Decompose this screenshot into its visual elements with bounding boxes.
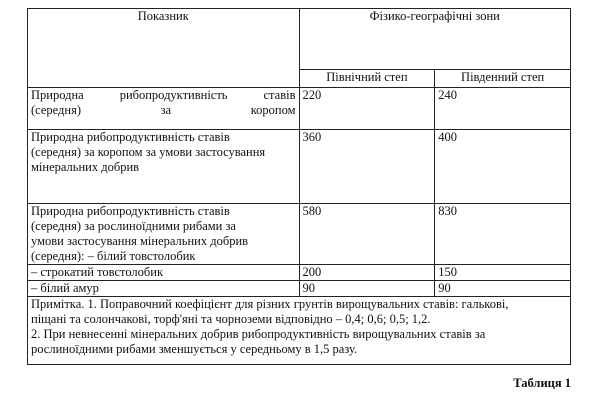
row-label-line: умови застосування мінеральних добрив xyxy=(31,234,249,248)
cell-south: 240 xyxy=(435,88,571,130)
note-line: рослиноїдними рибами зменшується у середньому в 1,5 разу. xyxy=(31,342,358,356)
row-label xyxy=(28,265,300,281)
table-row xyxy=(28,204,571,265)
row-label-line: Природна рибопродуктивність ставів xyxy=(31,130,230,144)
cell-north: 360 xyxy=(299,130,435,204)
table-row xyxy=(28,265,571,281)
cell-south: 150 xyxy=(435,265,571,281)
table-row xyxy=(28,130,571,204)
header-zones: Фізико-географічні зони xyxy=(299,9,571,70)
row-label-line: (середня): – білий товстолобик xyxy=(31,249,196,263)
row-label-line: Природна рибопродуктивність ставів xyxy=(31,88,296,102)
note-line: піщані та солончакові, торф'яні та чорноземи відповідно – 0,4; 0,6; 0,5; 1,2. xyxy=(31,312,431,326)
header-row xyxy=(28,9,571,70)
cell-north: 220 xyxy=(299,88,435,130)
row-label xyxy=(28,88,300,130)
row-label-line: мінеральних добрив xyxy=(31,160,140,174)
row-label-line: (середня) за коропом за умови застосування xyxy=(31,145,266,159)
note-line: Примітка. 1. Поправочний коефіцієнт для різних грунтів вирощувальних ставів: галькові, xyxy=(31,297,509,311)
row-label xyxy=(28,204,300,265)
note-row xyxy=(28,297,571,365)
note-line: 2. При невнесенні мінеральних добрив рибопродуктивність вирощувальних ставів за xyxy=(31,327,486,341)
cell-north: 580 xyxy=(299,204,435,265)
header-north: Північний степ xyxy=(299,70,435,88)
table-caption: Таблиця 1 xyxy=(513,376,571,390)
cell-south: 400 xyxy=(435,130,571,204)
row-label xyxy=(28,130,300,204)
row-label-line: (середня) за рослиноїдними рибами за xyxy=(31,219,236,233)
cell-south: 90 xyxy=(435,281,571,297)
row-label xyxy=(28,281,300,297)
cell-north: 90 xyxy=(299,281,435,297)
table-row xyxy=(28,281,571,297)
row-label-line: Природна рибопродуктивність ставів xyxy=(31,204,230,218)
header-south: Південний степ xyxy=(435,70,571,88)
cell-south: 830 xyxy=(435,204,571,265)
data-table xyxy=(27,8,571,365)
row-label-line: – білий амур xyxy=(31,281,99,295)
row-label-line: (середня) за коропом xyxy=(31,103,296,117)
table-note xyxy=(28,297,571,365)
table-row xyxy=(28,88,571,130)
header-indicator: Показник xyxy=(28,9,300,88)
cell-north: 200 xyxy=(299,265,435,281)
row-label-line: – строкатий товстолобик xyxy=(31,265,164,279)
